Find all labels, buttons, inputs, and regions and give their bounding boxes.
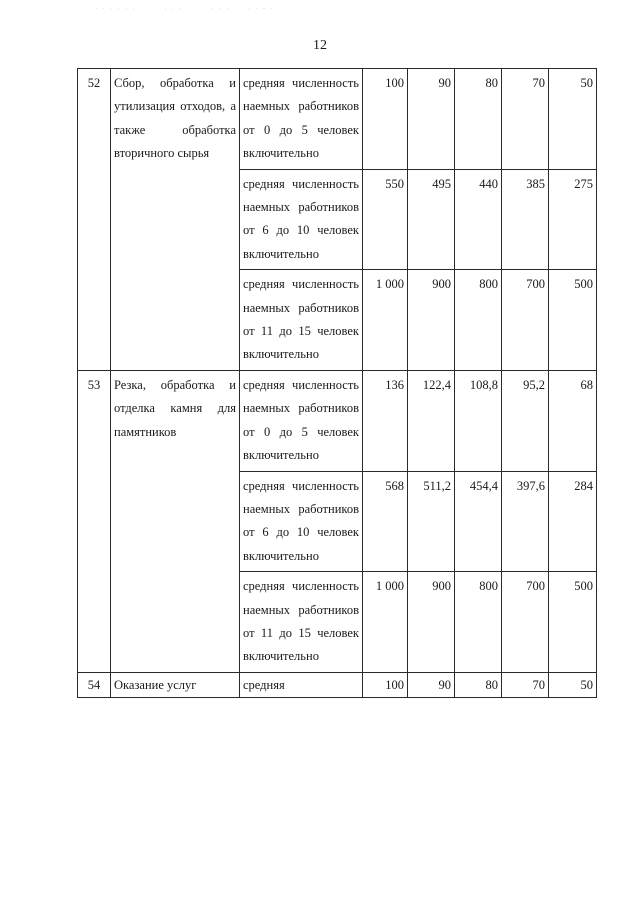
row-number: 54 [78,672,111,697]
value-cell: 70 [502,672,549,697]
value-cell: 385 [502,169,549,270]
value-cell: 136 [363,370,408,471]
tariff-table [77,68,597,698]
value-cell: 70 [502,69,549,170]
value-cell: 900 [408,270,455,371]
table-row [78,370,597,471]
condition-cell: средняя численность наемных работников от 0 до 5 человек включительно [240,370,363,471]
row-number: 52 [78,69,111,371]
value-cell: 454,4 [455,471,502,572]
value-cell: 80 [455,69,502,170]
value-cell: 800 [455,572,502,673]
condition-cell: средняя численность наемных работников от 11 до 15 человек включительно [240,572,363,673]
value-cell: 50 [549,672,597,697]
page-number: 12 [313,38,327,53]
value-cell: 397,6 [502,471,549,572]
table-row [78,672,597,697]
value-cell: 122,4 [408,370,455,471]
activity-name: Резка, обработка и отделка камня для памятников [111,370,240,672]
value-cell: 1 000 [363,572,408,673]
value-cell: 1 000 [363,270,408,371]
scan-specks: · · · · · · · · · · · · · · · · [95,6,275,12]
table-row [78,69,597,170]
value-cell: 68 [549,370,597,471]
value-cell: 50 [549,69,597,170]
value-cell: 100 [363,672,408,697]
row-number: 53 [78,370,111,672]
value-cell: 275 [549,169,597,270]
value-cell: 80 [455,672,502,697]
condition-cell: средняя численность наемных работников от 0 до 5 человек включительно [240,69,363,170]
condition-cell: средняя численность наемных работников от 6 до 10 человек включительно [240,471,363,572]
value-cell: 550 [363,169,408,270]
condition-cell: средняя численность наемных работников от 6 до 10 человек включительно [240,169,363,270]
activity-name: Сбор, обработка и утилизация отходов, а также обработка вторичного сырья [111,69,240,371]
value-cell: 90 [408,69,455,170]
value-cell: 108,8 [455,370,502,471]
value-cell: 800 [455,270,502,371]
value-cell: 284 [549,471,597,572]
condition-cell: средняя [240,672,363,697]
value-cell: 568 [363,471,408,572]
value-cell: 700 [502,572,549,673]
value-cell: 440 [455,169,502,270]
value-cell: 700 [502,270,549,371]
value-cell: 495 [408,169,455,270]
value-cell: 511,2 [408,471,455,572]
value-cell: 90 [408,672,455,697]
activity-name: Оказание услуг [111,672,240,697]
value-cell: 900 [408,572,455,673]
value-cell: 100 [363,69,408,170]
value-cell: 500 [549,572,597,673]
value-cell: 95,2 [502,370,549,471]
value-cell: 500 [549,270,597,371]
condition-cell: средняя численность наемных работников от 11 до 15 человек включительно [240,270,363,371]
